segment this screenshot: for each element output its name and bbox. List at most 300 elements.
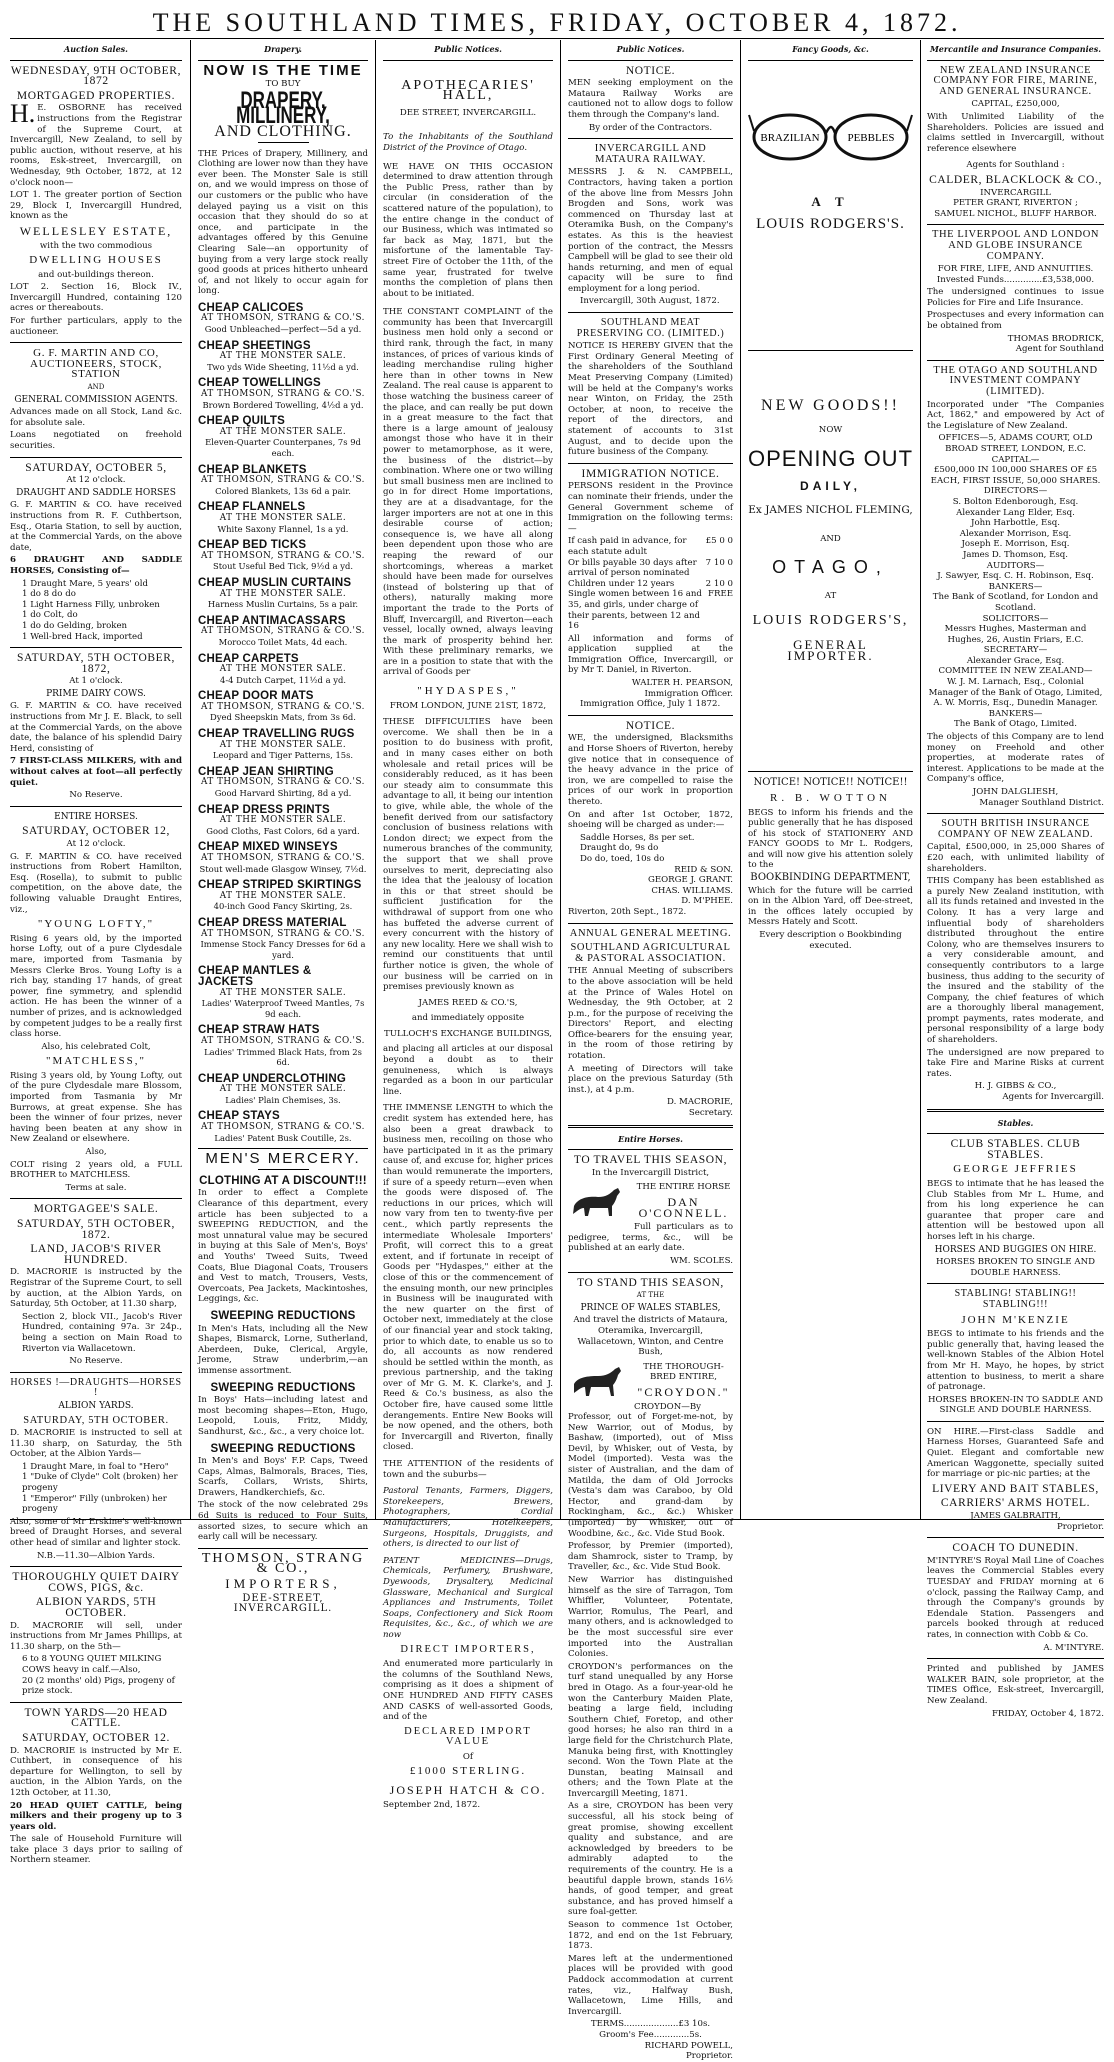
croydon-text: New Warrior has distinguished himself as the sire of Tarragon, Tom Whiffler, Volunteer, Potentate, Warrior, Romulus, The Pearl, and many others, and is acknowledged to be the most successful sire ever imported into the Australian Colonies. bbox=[568, 1575, 733, 1660]
stand-travel: And travel the districts of Mataura, Oteramika, Invercargill, Wallacetown, Winton, and Centre Bush, bbox=[573, 1315, 728, 1358]
directors-label: DIRECTORS— bbox=[983, 486, 1048, 497]
outbuildings: and out-buildings thereon. bbox=[38, 269, 154, 280]
rate-description: Or bills payable 30 days after arrival of person nominated bbox=[568, 557, 697, 579]
otago-investment-sign: JOHN DALGLIESH, bbox=[972, 787, 1059, 797]
stabling-title: STABLING! STABLING!! STABLING!!! bbox=[954, 1288, 1077, 1310]
meat-text: NOTICE IS HEREBY GIVEN that the First Ordinary General Meeting of the shareholders of the Southland Meat Preserving Company (Limited) will be held at the Company's works near Winton, on Friday, the 25th October, at noon, to receive the report of the directors, and statement of accounts to 31st August, and to decide upon the future business of the Company. bbox=[568, 341, 733, 458]
livery-stables: LIVERY AND BAIT STABLES, bbox=[932, 1482, 1099, 1495]
railway-text: MESSRS J. & N. CAMPBELL, Contractors, having taken a portion of the above line from Messrs John Brogden and Sons, work was commenced on Thursday last at Oteramika Bush, on the Company's estates. As this is the heaviest portion of the contract, the Messrs Campbell will be glad to see their old hands returning, and men of equal capacity will be sure to find employment for a long period. bbox=[568, 167, 733, 294]
immigration-officer: Immigration Officer. bbox=[644, 688, 733, 699]
liverpool-title: THE LIVERPOOL AND LONDON AND GLOBE INSURANCE COMPANY. bbox=[931, 229, 1100, 262]
director: James D. Thomson, Esq. bbox=[962, 549, 1069, 560]
divider bbox=[568, 715, 733, 716]
horses-title: HORSES !—DRAUGHTS—HORSES ! bbox=[10, 1376, 182, 1399]
rate-amount: £5 0 0 bbox=[705, 536, 733, 547]
dairy-yards: ALBION YARDS, 5TH OCTOBER. bbox=[35, 1596, 157, 1619]
divider bbox=[383, 60, 553, 61]
divider bbox=[568, 312, 733, 313]
clothing-text: In order to effect a Complete Clearance of this department, every article has been subjected to a SWEEPING REDUCTION, and the most unnatural value may be secured in buying at this Sale of Men's, Boys' and Youths' Tweed Suits, Tweed Coats, Blue Diagonal Coats, Trousers and Vest to match, Trousers, Vests, Overcoats, Pea Jackets, Mackintoshes, Leggings, &c. bbox=[198, 1188, 368, 1305]
horses-list-item: 1 Draught Mare, in foal to "Hero" bbox=[22, 1461, 169, 1472]
divider bbox=[568, 923, 733, 924]
glasses-right-label: PEBBLES bbox=[847, 131, 895, 144]
annual-text: THE Annual Meeting of subscribers to the above association will be held at the Prince of Wales Hotel on Wednesday, the 9th October, at 2 p.m., for the purpose of receiving the Directors' Report, and electing Office-bearers for the ensuing year, in the room of those retiring by rotation. bbox=[568, 966, 733, 1062]
cows-text: G. F. MARTIN & CO. have received instructions from Mr J. E. Black, to sell at the Commercial Yards, on the above date, the balance of his splendid Dairy Herd, consisting of bbox=[10, 701, 182, 754]
carriers-arms: CARRIERS' ARMS HOTEL. bbox=[940, 1497, 1091, 1510]
stand-stables: PRINCE OF WALES STABLES, bbox=[580, 1302, 721, 1313]
cheap-item-seller: AT THOMSON, STRANG & CO.'S. bbox=[201, 853, 365, 863]
divider bbox=[10, 457, 182, 458]
cheap-item-title: CHEAP BLANKETS bbox=[198, 463, 307, 476]
cheap-item-title: CHEAP DRESS MATERIAL bbox=[198, 916, 347, 929]
masthead-rule bbox=[10, 38, 1104, 39]
cheap-item-seller: AT THE MONSTER SALE. bbox=[219, 739, 347, 750]
divider bbox=[927, 813, 1104, 814]
otago-investment-inc: Incorporated under "The Companies Act, 1862," and empowered by Act of the Legislature of New Zealand. bbox=[927, 399, 1104, 431]
divider bbox=[748, 350, 913, 351]
column-divider bbox=[190, 40, 191, 1520]
sale-time: At 12 o'clock. bbox=[66, 475, 126, 486]
croydon-text: Season to commence 1st October, 1872, and end on the 1st February, 1873. bbox=[568, 1920, 733, 1952]
jeffries-text: BEGS to intimate that he has leased the Club Stables from Mr L. Hume, and from his long experience he can guarantee that proper care and attention will be bestowed upon all horses left in his charge. bbox=[927, 1179, 1104, 1242]
cheap-item-title: CHEAP JEAN SHIRTING bbox=[198, 765, 334, 778]
cheap-item-price: 4-4 Dutch Carpet, 11½d a yd. bbox=[220, 674, 346, 685]
mortgagee-reserve: No Reserve. bbox=[69, 1356, 123, 1367]
south-british-capital: Capital, £500,000, in 25,000 Shares of £20 each, with unlimited liability of shareholders. bbox=[927, 842, 1104, 874]
cheap-item-price: Ladies' Plain Chemises, 3s. bbox=[225, 1094, 341, 1105]
divider bbox=[10, 1198, 182, 1199]
cheap-item-price: Eleven-Quarter Counterpanes, 7s 9d each. bbox=[205, 437, 361, 458]
cheap-item-seller: AT THOMSON, STRANG & CO.'S. bbox=[201, 777, 365, 788]
divider bbox=[927, 1421, 1104, 1422]
divider bbox=[258, 142, 309, 143]
divider bbox=[927, 1658, 1104, 1659]
rate-description: Single women between 16 and 35, and girls, under charge of their parents, between 12 and 16 bbox=[568, 589, 702, 632]
cheap-item-seller: AT THE MONSTER SALE. bbox=[219, 890, 347, 901]
auditors: J. Sawyer, Esq. C. H. Robinson, Esq. bbox=[937, 571, 1094, 582]
sale-date: SATURDAY, OCTOBER 5, bbox=[25, 461, 167, 474]
divider bbox=[748, 771, 913, 772]
cheap-item-price: Ladies' Patent Busk Coutille, 2s. bbox=[214, 1132, 352, 1143]
cheap-item-price: 40-inch Good Fancy Skirting, 2s. bbox=[213, 901, 353, 912]
cheap-items-list bbox=[198, 303, 368, 1143]
cheap-item-price: Brown Bordered Towelling, 4½d a yd. bbox=[202, 399, 364, 410]
declared-value: DECLARED IMPORT VALUE bbox=[404, 1725, 532, 1748]
croydon-terms: TERMS....................£3 10s. bbox=[590, 2019, 711, 2030]
secretary: Alexander Grace, Esq. bbox=[966, 655, 1065, 666]
glasses-left-label: BRAZILIAN bbox=[760, 131, 820, 144]
notice-text: MEN seeking employment on the Mataura Railway Works are cautioned not to allow dogs to follow them through the Company's land. bbox=[568, 78, 733, 120]
auction-title: MORTGAGED PROPERTIES. bbox=[16, 89, 176, 102]
nz-text: With Unlimited Liability of the Shareholders. Policies are issued and claims settled in Invercargill, without reference elsewhere bbox=[927, 111, 1104, 154]
divider bbox=[258, 1169, 309, 1170]
horse-list-item: 1 do Colt, do bbox=[22, 610, 78, 621]
capital-shares: £500,000 IN 100,000 SHARES OF £5 EACH, FIRST ISSUE, 50,000 SHARES. bbox=[930, 465, 1101, 486]
shoeing-signatory: CHAS. WILLIAMS. bbox=[651, 885, 733, 896]
otago-investment-objects: The objects of this Company are to lend money on Freehold and other properties, at moderate rates of interest. Applications to be made at the Company's office, bbox=[927, 732, 1104, 785]
ex-ship: Ex JAMES NICHOL FLEMING, bbox=[748, 504, 913, 517]
drapery-millinery: DRAPERY, MILLINERY, bbox=[236, 86, 330, 128]
column-fancy-goods bbox=[748, 44, 913, 1514]
shoeing-signatory: D. M'PHEE. bbox=[681, 896, 733, 907]
wotton-text: BEGS to inform his friends and the public generally that he has disposed of his stock of STATIONERY AND FANCY GOODS to Mr L. Rodgers, and will now give his attention solely to the bbox=[748, 807, 913, 871]
young-lofty-text: Rising 6 years old, by the imported horse Lofty, out of a pure Clydesdale mare, imported from Tasmania by Messrs Clerke Bros. Young Lofty is a rich bay, standing 17 hands, of great power, fine symmetry, and splendid action. He has been the winner of a number of prizes, and is acknowledged by competent judges to be a really first class horse. bbox=[10, 933, 182, 1040]
horses-yards: ALBION YARDS. bbox=[58, 1400, 134, 1411]
dairy-list-item: 20 (2 months' old) Pigs, progeny of prize stock. bbox=[22, 1675, 175, 1697]
cheap-item-price: Leopard and Tiger Patterns, 15s. bbox=[212, 750, 354, 761]
nz-agents: Agents for Southland : bbox=[966, 160, 1065, 171]
column-public-notices bbox=[568, 44, 733, 2062]
immigration-rate-row bbox=[568, 579, 733, 590]
cheap-item-seller: AT THOMSON, STRANG & CO.'S. bbox=[201, 550, 365, 561]
otago-investment-manager: Manager Southland District. bbox=[979, 797, 1104, 808]
liverpool-text: The undersigned continues to issue Policies for Fire and Life Insurance. bbox=[927, 287, 1104, 308]
horses-list-item: Also, some of Mr Erskine's well-known breed of Draught Horses, and several other head of similar and lighter stock. bbox=[10, 1516, 182, 1549]
south-british-sign: H. J. GIBBS & CO., bbox=[974, 1081, 1057, 1092]
horse-illustration-icon bbox=[568, 1184, 628, 1220]
cheap-item-price: Harness Muslin Curtains, 5s a pair. bbox=[207, 599, 359, 610]
cheap-item-title: CHEAP SHEETINGS bbox=[198, 339, 311, 352]
croydon-text: As a sire, CROYDON has been very successful, all his stock being of great promise, showing excellent quality and substance, and are acknowledged by breeders to be admirably adapted to the requirements of the country. He is a beautiful dapple brown, stands 16½ hands, of good temper, and great substance, and has proved himself a sure foal-getter. bbox=[568, 1801, 733, 1918]
estate-with: with the two commodious bbox=[39, 240, 153, 251]
nz-grant: PETER GRANT, RIVERTON ; bbox=[953, 198, 1078, 209]
mens-mercery: MEN'S MERCERY. bbox=[205, 1150, 361, 1168]
croydon-proprietor: Proprietor. bbox=[685, 2051, 733, 2062]
galbraith-proprietor: Proprietor. bbox=[1056, 1521, 1104, 1532]
mortgagee-section: Section 2, block VII., Jacob's River Hundred, containing 97a. 3r 24p., being a section on Main Road to Riverton via Wallacetown. bbox=[22, 1311, 182, 1354]
auditors-label: AUDITORS— bbox=[986, 560, 1045, 571]
dan-sign: WM. SCOLES. bbox=[670, 1255, 733, 1266]
cheap-item-title: CHEAP TRAVELLING RUGS bbox=[198, 728, 355, 741]
annual-sign: D. MACRORIE, bbox=[666, 1097, 733, 1108]
immigration-rate-row bbox=[568, 536, 733, 557]
town-yards-sale: The sale of Household Furniture will take place 3 days prior to sailing of Northern steamer. bbox=[10, 1834, 182, 1866]
cheap-item-seller: AT THE MONSTER SALE. bbox=[219, 815, 347, 826]
divider bbox=[10, 342, 182, 343]
and-clothing: AND CLOTHING. bbox=[214, 122, 352, 140]
now-label: NOW bbox=[818, 425, 843, 436]
cows-seven: 7 FIRST-CLASS MILKERS, with and without calves at foot—all perfectly quiet. bbox=[10, 756, 182, 788]
horses-broken: HORSES BROKEN TO SINGLE AND DOUBLE HARNESS. bbox=[935, 1257, 1096, 1278]
divider bbox=[568, 138, 733, 139]
shoeing-text: WE, the undersigned, Blacksmiths and Horse Shoers of Riverton, hereby give notice that in consequence of the heavy advance in the price of iron, we are compelled to raise the prices of our work in proportion thereto. bbox=[568, 733, 733, 807]
club-stables: CLUB STABLES. CLUB STABLES. bbox=[950, 1138, 1081, 1161]
shoeing-rate: Do do, toed, 10s do bbox=[580, 853, 665, 864]
imprint-date: FRIDAY, October 4, 1872. bbox=[991, 1708, 1104, 1719]
column-divider bbox=[560, 40, 561, 1520]
mortgagee-text: D. MACRORIE is instructed by the Registrar of the Supreme Court, to sell by auction, at the Albion Yards, on Saturday, 5th October, at 11.30 sharp, bbox=[10, 1267, 182, 1310]
column-apothecaries bbox=[383, 44, 553, 1810]
horse-list-item: 1 Well-bred Hack, imported bbox=[22, 631, 143, 642]
cheap-item-title: CHEAP STRAW HATS bbox=[198, 1024, 320, 1037]
annual-secretary: Secretary. bbox=[688, 1108, 733, 1119]
column-divider bbox=[740, 40, 741, 1520]
otago-label: OTAGO, bbox=[772, 557, 889, 578]
nz-nichol: SAMUEL NICHOL, BLUFF HARBOR. bbox=[934, 208, 1097, 219]
galbraith-name: JAMES GALBRAITH, bbox=[970, 1511, 1061, 1522]
shoeing-signatory: REID & SON. bbox=[674, 864, 733, 875]
shoeing-date: Riverton, 20th Sept., 1872. bbox=[568, 906, 687, 917]
horse-list-item: 1 Draught Mare, 5 years' old bbox=[22, 578, 148, 589]
divider bbox=[927, 1283, 1104, 1284]
immigration-sign: WALTER H. PEARSON, bbox=[631, 678, 733, 689]
nz-firm: CALDER, BLACKLOCK & CO., bbox=[929, 173, 1102, 186]
sale-title: DRAUGHT AND SADDLE HORSES bbox=[16, 487, 176, 498]
divider bbox=[568, 463, 733, 464]
apothecaries-p3: THESE DIFFICULTIES have been overcome. We shall then be in a position to do business with profit, and in many cases either on both wholesale and retail prices will be considerably reduced, as it has been our steady aim to consummate this advantage to all, it being our intention to give, while able, the whole of the benefit derived from our satisfactory conclusion of business relations with London direct; we expect from the numerous branches of the community, the support that we shall prove ourselves to merit, depreciating also the idea that the jealousy of location in this or that street should be sufficient justification for the withdrawal of support from one who has buffeted the adverse current of every concurrent with the history of any new locality. Here we shall wish to remind our constituents that until further notice is given, the whole of our business will be carried on in premises previously known as bbox=[383, 717, 553, 993]
divider bbox=[10, 647, 182, 648]
divider bbox=[198, 1148, 368, 1149]
dairy-text: D. MACRORIE will sell, under instructions from Mr James Phillips, at 11.30 sharp, on the 5th— bbox=[10, 1620, 182, 1652]
column-auction-sales bbox=[10, 44, 182, 1866]
sweeping-title: SWEEPING REDUCTIONS bbox=[210, 1309, 356, 1322]
rate-description: Children under 12 years bbox=[568, 578, 675, 589]
cheap-item-seller: AT THE MONSTER SALE. bbox=[219, 1084, 347, 1095]
dairy-list-item: 6 to 8 YOUNG QUIET MILKING COWS heavy in calf.—Also, bbox=[22, 1654, 162, 1675]
croydon-text: CROYDON—By Professor, out of Forget-me-not, by New Warrior, out of Modus, by Bashaw, (imported), out of Miss Devil, by Whisker, out of Vesta, by Model (imported). Vesta was the sister of Australian, and the dam of Matilda, the dam of Old Jorrocks (Vesta's dam was Caraboo, by Old Hector, and grand-dam by Rockingham, &c., &c.) Whisker (imported) by Whisker, out of Woodbine, &c., &c. Vide Stud Book. bbox=[568, 1401, 733, 1539]
town-yards-text: D. MACRORIE is instructed by Mr E. Cuthbert, in consequence of his departure for Wellington, to sell by auction, in the Albion Yards, on the 12th October, at 11.30, bbox=[10, 1745, 182, 1798]
immigration-more: All information and forms of application supplied at the Immigration Office, Invercargill, or by Mr T. Daniel, in Riverton. bbox=[568, 633, 733, 676]
stables-heading: Stables. bbox=[997, 1117, 1034, 1128]
liverpool-text-2: Prospectuses and every information can be obtained from bbox=[927, 310, 1104, 332]
martin-title: G. F. MARTIN AND CO, AUCTIONEERS, STOCK, STATION bbox=[30, 347, 162, 381]
cheap-item-price: Immense Stock Fancy Dresses for 6d a yard. bbox=[200, 939, 366, 960]
clothing-discount: CLOTHING AT A DISCOUNT!!! bbox=[199, 1174, 367, 1187]
divider bbox=[568, 60, 733, 61]
notice-order: By order of the Contractors. bbox=[588, 122, 713, 133]
cheap-item-price: Stout well-made Glasgow Winsey, 7½d. bbox=[199, 863, 367, 874]
dan-oconnell-block bbox=[568, 1182, 733, 1218]
dwelling-houses: DWELLING HOUSES bbox=[29, 254, 163, 267]
rodgers-name-2: LOUIS RODGERS'S, bbox=[752, 612, 909, 628]
croydon-text: Mares left at the undermentioned places will be provided with good Paddock accommodation at current rates, viz., Halfway Bush, Wallacetown, Lime Hills, and Invercargill. bbox=[568, 1953, 733, 2017]
cheap-item-price: Dyed Sheepskin Mats, from 3s 6d. bbox=[210, 712, 356, 723]
rodgers-name: LOUIS RODGERS'S. bbox=[756, 216, 905, 233]
entire-time: At 12 o'clock. bbox=[66, 839, 126, 849]
further-particulars: For further particulars, apply to the auctioneer. bbox=[10, 316, 182, 337]
coach-title: COACH TO DUNEDIN. bbox=[952, 1542, 1079, 1555]
bookbinding-every: Every description o Bookbinding executed. bbox=[759, 930, 902, 951]
south-british-title: SOUTH BRITISH INSURANCE COMPANY OF NEW ZEALAND. bbox=[937, 818, 1094, 840]
croydon-text: CROYDON's performances on the turf stand unequalled by any Horse bred in Otago. As a four-year-old he won the Canterbury Maiden Plate, beating a large field, including Southern Chief, Foretop, and other good horses; he also ran third in a large field for the Christchurch Plate, Manuka being first, with Knottingley second. Won the Town Plate at the Dunstan, beating Mainsail and others; and the Town Plate at the Invercargill Meeting, 1871. bbox=[568, 1661, 733, 1799]
divider bbox=[10, 1372, 182, 1373]
bankers-label-2: BANKERS— bbox=[988, 708, 1043, 719]
bankers-2: The Bank of Otago, Limited. bbox=[954, 719, 1077, 730]
croydon-block bbox=[568, 1362, 733, 1398]
horses-on-hire: HORSES AND BUGGIES ON HIRE. bbox=[934, 1244, 1097, 1255]
of-label: Of bbox=[462, 1751, 474, 1762]
mckenzie-broken: HORSES BROKEN-IN TO SADDLE AND SINGLE AND DOUBLE HARNESS. bbox=[927, 1394, 1104, 1416]
cheap-item-seller: AT THOMSON, STRANG & CO.'S. bbox=[201, 1122, 365, 1133]
notice-banner: NOTICE! NOTICE!! NOTICE!! bbox=[753, 777, 908, 789]
entire-horses-heading: Entire Horses. bbox=[618, 1133, 683, 1144]
auction-date: WEDNESDAY, 9TH OCTOBER, 1872 bbox=[10, 64, 182, 88]
column-heading: Auction Sales. bbox=[64, 44, 128, 54]
director: Joseph E. Morrison, Esq. bbox=[961, 539, 1070, 550]
cheap-item-title: CHEAP UNDERCLOTHING bbox=[198, 1072, 346, 1085]
croydon-name: "CROYDON." bbox=[637, 1384, 730, 1399]
shoeing-from: On and after 1st October, 1872, shoeing will be charged as under:— bbox=[568, 809, 733, 831]
sweeping-text: In Men's Hats, including all the New Shapes, Bismarck, Lorne, Sutherland, Aberdeen, Duke, Clerical, Argyle, Jerome, Straw underbrim,—an immense assortment. bbox=[198, 1323, 368, 1376]
cheap-item-seller: AT THE MONSTER SALE. bbox=[219, 987, 347, 998]
spectacles-icon bbox=[748, 101, 913, 171]
railway-date: Invercargill, 30th August, 1872. bbox=[580, 296, 720, 307]
apothecaries-p7: And enumerated more particularly in the columns of the Southland News, comprising as it does a shipment of ONE HUNDRED AND FIFTY CASES AND CASKS of well-assorted Goods, and of the bbox=[383, 1659, 553, 1723]
bankers-label: BANKERS— bbox=[988, 581, 1043, 592]
estate-name: WELLESLEY ESTATE, bbox=[19, 223, 173, 238]
auction-text bbox=[10, 99, 182, 188]
cheap-item-title: CHEAP MIXED WINSEYS bbox=[198, 841, 338, 854]
liverpool-agent: Agent for Southland bbox=[1015, 344, 1104, 355]
nz-insurance-title: NEW ZEALAND INSURANCE COMPANY FOR FIRE, MARINE, AND GENERAL INSURANCE. bbox=[933, 64, 1098, 97]
lot-1: LOT 1. The greater portion of Section 29, Block I, Invercargill Hundred, known as the bbox=[10, 190, 182, 222]
cheap-item-title: CHEAP BED TICKS bbox=[198, 539, 307, 552]
cheap-item-price: Ladies' Waterproof Tweed Mantles, 7s 9d each. bbox=[201, 998, 365, 1019]
divider bbox=[927, 1133, 1104, 1134]
immigration-rate-row bbox=[568, 558, 733, 579]
divider bbox=[927, 224, 1104, 225]
croydon-sign: RICHARD POWELL, bbox=[644, 2040, 733, 2051]
auction-body: E. OSBORNE has received instructions from the Registrar of the Supreme Court, at Invercargill, New Zealand, to sell by public auction, without reserve, at his rooms, Esk-street, Invercargill, on Wednesday, 9th October, 1872, at 12 o'clock noon— bbox=[10, 103, 182, 188]
cheap-item-title: CHEAP FLANNELS bbox=[198, 501, 306, 514]
dan-name: DAN O'CONNELL. bbox=[638, 1195, 729, 1220]
horses-list-item: 1 "Duke of Clyde" Colt (broken) her progeny bbox=[22, 1472, 178, 1494]
mortgagee-date: SATURDAY, 5TH OCTOBER, 1872. bbox=[16, 1218, 176, 1241]
new-goods: NEW GOODS!! bbox=[761, 396, 900, 414]
martin-and: AND bbox=[87, 383, 105, 392]
sterling-value: £1000 STERLING. bbox=[409, 1765, 527, 1778]
sweeping-text: In Boys' Hats—including latest and most becoming shapes—Eton, Hugo, Leopold, Louis, Fritz, Middy, Sandhurst, &c., &c., a very choice lot. bbox=[198, 1395, 368, 1437]
column-heading: Public Notices. bbox=[434, 44, 502, 54]
cheap-item-price: Morocco Toilet Mats, 4d each. bbox=[218, 636, 348, 647]
dan-the: THE ENTIRE HORSE bbox=[636, 1182, 731, 1193]
horses-text: D. MACRORIE is instructed to sell at 11.30 sharp, on Saturday, the 5th October, at the Albion Yards— bbox=[10, 1428, 182, 1460]
martin-advances: Advances made on all Stock, Land &c. for absolute sale. bbox=[10, 407, 182, 428]
director: Alexander Morrison, Esq. bbox=[959, 528, 1072, 539]
suits-stock: The stock of the now celebrated 29s 6d Suits is reduced to Four Suits, assorted sizes, to secure which an early call will be necessary. bbox=[198, 1500, 368, 1543]
cheap-item-title: CHEAP MUSLIN CURTAINS bbox=[198, 576, 352, 589]
column-divider bbox=[375, 40, 376, 1520]
hire-text: ON HIRE.—First-class Saddle and Harness Horses, Guaranteed Safe and Quiet. Elegant and comfortable new American Waggonette, specially suited for marriage or pic-nic parties; at the bbox=[927, 1426, 1104, 1480]
opposite: and immediately opposite bbox=[411, 1013, 525, 1024]
horse-young-lofty: "YOUNG LOFTY," bbox=[37, 918, 155, 931]
nz-capital: CAPITAL, £250,000, bbox=[971, 99, 1060, 110]
shoeing-rate: Draught do, 9s do bbox=[580, 843, 659, 854]
direct-importers: DIRECT IMPORTERS, bbox=[400, 1643, 536, 1655]
ship-name: "HYDASPES," bbox=[417, 685, 519, 698]
town-yards-twenty: 20 HEAD QUIET CATTLE, being milkers and their progeny up to 3 years old. bbox=[10, 1800, 182, 1832]
solicitors-label: SOLICITORS— bbox=[982, 613, 1049, 624]
rate-description: If cash paid in advance, for each statute adult bbox=[568, 536, 687, 557]
divider bbox=[927, 360, 1104, 361]
tulloch-buildings: TULLOCH'S EXCHANGE BUILDINGS, bbox=[383, 1028, 553, 1039]
matchless-text: Rising 3 years old, by Young Lofty, out of the pure Clydesdale mare Blossom, imported from Tasmania by Mr Burrows, at great expense. She has been the winner of four prizes, never having been beaten at any show in New Zealand or elsewhere. bbox=[10, 1070, 182, 1145]
cows-title: PRIME DAIRY COWS. bbox=[46, 688, 146, 699]
column-divider bbox=[920, 40, 921, 1520]
coach-sign: A. M'INTYRE. bbox=[1043, 1642, 1104, 1653]
meat-title: SOUTHLAND MEAT PRESERVING CO. (LIMITED.) bbox=[576, 317, 725, 339]
apothecaries-to: To the Inhabitants of the Southland District of the Province of Otago. bbox=[383, 132, 553, 153]
cheap-item-price: White Saxony Flannel, 1s a yd. bbox=[217, 523, 349, 534]
liverpool-funds: Invested Funds..............£3,538,000. bbox=[936, 274, 1095, 285]
apothecaries-p5: THE IMMENSE LENGTH to which the credit system has extended here, has also been a great drawback to business men, recoiling on those who have participated in it as the primary cause of, and excuse for, higher prices than would remunerate the importers, if sure of a speedy return—even when the goods were disposed of. The reductions in our prices, which will now vary from ten to twenty-five per cent., which partly represents the intermediate Wholesale Importers' Profit, will correct this to a great extent, and if fortunate in receipt of Goods per "Hydaspes," either at the close of this or the commencement of the ensuing month, our new principles in Business will be inaugurated with the new quarter on the first of October next, immediately at the close of our financial year and stock taking, prior to which date, to enable us so to do, all accounts as now rendered should be settled within the month, as previous partnership, and the taking over of Mr G. M. K. Clarke's, and J. Reed & Co.'s business, as also the October fire, have caused some little derangements. Entire New Books will be now opened, and the others, both for Invercargill and Riverton, finally closed. bbox=[383, 1103, 553, 1453]
cheap-item-title: CHEAP QUILTS bbox=[198, 415, 285, 428]
annual-title: ANNUAL GENERAL MEETING. bbox=[569, 927, 732, 939]
cheap-item-price: Good Unbleached—perfect—5d a yd. bbox=[204, 324, 362, 335]
entire-terms: Terms at sale. bbox=[65, 1182, 127, 1193]
cheap-item-seller: AT THOMSON, STRANG & CO.'S. bbox=[201, 928, 365, 939]
cheap-item-seller: AT THE MONSTER SALE. bbox=[219, 664, 347, 675]
immigration-date: Immigration Office, July 1 1872. bbox=[580, 699, 721, 710]
martin-loans: Loans negotiated on freehold securities. bbox=[10, 430, 182, 451]
immigration-rate-row bbox=[568, 589, 733, 631]
director: S. Bolton Edenborough, Esq. bbox=[952, 496, 1079, 507]
cheap-item-price: Ladies' Trimmed Black Hats, from 2s 6d. bbox=[204, 1046, 362, 1068]
cheap-item-title: CHEAP STAYS bbox=[198, 1110, 280, 1123]
cheap-item-price: Two yds Wide Sheeting, 11½d a yd. bbox=[207, 361, 359, 372]
entire-date: SATURDAY, OCTOBER 12, bbox=[22, 825, 170, 838]
croydon-text: Professor, by Premier (imported), dam Shamrock, sister to Tramp, by Traveller, &c., &c. Vide Stud Book. bbox=[568, 1541, 733, 1573]
column-heading: Drapery. bbox=[264, 44, 302, 54]
secretary-label: SECRETARY— bbox=[983, 645, 1048, 656]
apothecaries-patent: PATENT MEDICINES—Drugs, Chemicals, Perfumery, Brushware, Dyewoods, Drysaltery, Medicinal Glassware, Mechanical and Surgical Appliances and Instruments, Toilet Soaps, Confectionery and Sick Room Requisites, &c., &c., of which we are now bbox=[383, 1555, 553, 1640]
cheap-item-title: CHEAP STRIPED SKIRTINGS bbox=[198, 879, 362, 892]
mortgagee-title: MORTGAGEE'S SALE. bbox=[33, 1203, 159, 1216]
divider bbox=[568, 1125, 733, 1128]
at-label: A T bbox=[811, 193, 850, 209]
apothecaries-p6: THE ATTENTION of the residents of town and the suburbs— bbox=[383, 1459, 553, 1480]
dan-text: Full particulars as to pedigree, terms, &c., will be published at an early date. bbox=[568, 1222, 733, 1254]
bankers: The Bank of Scotland, for London and Scotland. bbox=[932, 592, 1099, 613]
imprint: Printed and published by JAMES WALKER BAIN, sole proprietor, at the TIMES Office, Esk-street, Invercargill, New Zealand. bbox=[927, 1664, 1104, 1706]
martin-sub: GENERAL COMMISSION AGENTS. bbox=[14, 394, 178, 405]
jeffries-name: GEORGE JEFFRIES bbox=[953, 1163, 1078, 1176]
divider bbox=[568, 1149, 733, 1150]
otago-investment-title: THE OTAGO AND SOUTHLAND INVESTMENT COMPANY (LIMITED). bbox=[933, 364, 1098, 398]
cheap-item-title: CHEAP TOWELLINGS bbox=[198, 377, 321, 390]
stand-title: TO STAND THIS SEASON, bbox=[577, 1276, 724, 1289]
sweeping-title: SWEEPING REDUCTIONS bbox=[210, 1381, 356, 1394]
cheap-item-seller: AT THE MONSTER SALE. bbox=[219, 426, 347, 437]
firm-street: DEE-STREET, INVERCARGILL. bbox=[233, 1592, 333, 1615]
daily-label: DAILY, bbox=[800, 478, 861, 493]
entire-also-2: Also, bbox=[85, 1147, 107, 1158]
apothecaries-trades: Pastoral Tenants, Farmers, Diggers, Storekeepers, Brewers, Photographers, Cordial Manufacturers, Hotelkeepers, Surgeons, Hospitals, Druggists, and others, is directed to our list of bbox=[383, 1486, 553, 1550]
apothecaries-date: September 2nd, 1872. bbox=[383, 1799, 481, 1810]
notice-title: NOTICE. bbox=[625, 64, 676, 77]
divider bbox=[198, 60, 368, 61]
liverpool-sign: THOMAS BRODRICK, bbox=[1007, 333, 1104, 344]
horses-list-item: 1 "Emperor" Filly (unbroken) her progeny bbox=[22, 1493, 167, 1515]
column-insurance bbox=[927, 44, 1104, 1719]
cheap-item-price: Good Cloths, Fast Colors, 6d a yard. bbox=[206, 825, 360, 836]
hatch-name: JOSEPH HATCH & CO. bbox=[389, 1783, 547, 1798]
south-british-agents: Agents for Invercargill. bbox=[1002, 1092, 1104, 1103]
stand-at: AT THE bbox=[636, 1291, 665, 1300]
rate-amount: 7 10 0 bbox=[705, 557, 733, 568]
general-importer: GENERAL IMPORTER. bbox=[787, 637, 874, 663]
now-is-the-time: NOW IS THE TIME bbox=[203, 61, 363, 79]
firm-name: THOMSON, STRANG & CO., bbox=[201, 1550, 365, 1577]
apothecaries-p4: and placing all articles at our disposal beyond a doubt as to their genuineness, which is always regarded as a boon in our particular line. bbox=[383, 1044, 553, 1097]
horse-illustration-icon bbox=[568, 1364, 628, 1400]
south-british-text: THIS Company has been established as a purely New Zealand institution, with all its funds retained and invested in the Colony. It has a very large and influential body of shareholders distributed throughout the entire Colony, who are themselves insurers to a very considerable amount, and consequently contributors to a large business, thus adding to the security of the insured and the stability of the Company, the chief features of which are a thoroughly liberal management, prompt payments, rates moderate, and personal responsibility of a large body of shareholders. bbox=[927, 876, 1104, 1046]
to-buy: TO BUY bbox=[265, 79, 301, 90]
drop-cap: H. bbox=[10, 99, 36, 129]
divider bbox=[10, 1566, 182, 1567]
column-heading: Fancy Goods, &c. bbox=[792, 44, 869, 54]
column-heading: Mercantile and Insurance Companies. bbox=[929, 44, 1102, 54]
coach-text: M'INTYRE'S Royal Mail Line of Coaches leaves the Commercial Stables every TUESDAY and FRIDAY morning at 6 o'clock, passing the Railway Camp, and through the Company's grounds by Edendale Station. Passengers and parcels booked through at reduced rates, in connection with Cobb & Co. bbox=[927, 1555, 1104, 1640]
